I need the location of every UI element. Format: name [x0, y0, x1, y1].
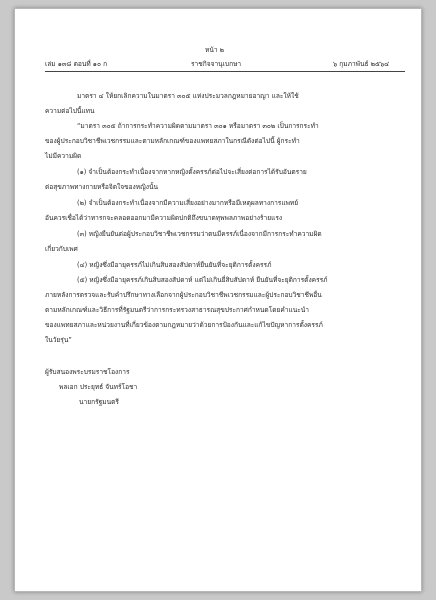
- page-number: หน้า ๒: [205, 46, 224, 54]
- document-page: [14, 8, 422, 592]
- body-line: ของผู้ประกอบวิชาชีพเวชกรรมและตามหลักเกณฑ์ของแพทยสภาในกรณีดังต่อไปนี้ ผู้กระทำ: [45, 137, 300, 145]
- signatory-position: นายกรัฐมนตรี: [79, 398, 119, 406]
- body-line: อันควรเชื่อได้ว่าทารกจะคลอดออกมามีความผิดปกติถึงขนาดทุพพลภาพอย่างร้ายแรง: [45, 214, 283, 222]
- body-line: (๒) จำเป็นต้องกระทำเนื่องจากมีความเสี่ยงอย่างมากหรือมีเหตุผลทางการแพทย์: [77, 199, 299, 207]
- header-divider: [45, 71, 405, 72]
- body-line: ความต่อไปนี้แทน: [45, 107, 95, 115]
- body-line: มาตรา ๔ ให้ยกเลิกความในมาตรา ๓๐๕ แห่งประมวลกฎหมายอาญา และให้ใช้: [77, 92, 299, 100]
- countersign-title: ผู้รับสนองพระบรมราชโองการ: [45, 368, 130, 376]
- body-line: “มาตรา ๓๐๕ ถ้าการกระทำความผิดตามมาตรา ๓๐๑ หรือมาตรา ๓๐๒ เป็นการกระทำ: [77, 122, 319, 130]
- signatory-name: พลเอก ประยุทธ์ จันทร์โอชา: [59, 383, 138, 391]
- volume-issue: เล่ม ๑๓๘ ตอนที่ ๑๐ ก: [45, 60, 108, 68]
- gazette-name: ราชกิจจานุเบกษา: [191, 60, 242, 68]
- body-line: ต่อสุขภาพทางกายหรือจิตใจของหญิงนั้น: [45, 183, 158, 191]
- body-line: ตามหลักเกณฑ์และวิธีการที่รัฐมนตรีว่าการกระทรวงสาธารณสุขประกาศกำหนดโดยคำแนะนำ: [45, 306, 310, 314]
- body-line: เกี่ยวกับเพศ: [45, 245, 78, 253]
- body-line: ของแพทยสภาและหน่วยงานที่เกี่ยวข้องตามกฎหมายว่าด้วยการป้องกันและแก้ไขปัญหาการตั้งครรภ์: [45, 321, 323, 329]
- body-line: (๓) หญิงยืนยันต่อผู้ประกอบวิชาชีพเวชกรรมว่าตนมีครรภ์เนื่องจากมีการกระทำความผิด: [77, 230, 322, 238]
- body-line: ไม่มีความผิด: [45, 152, 82, 160]
- body-line: (๔) หญิงซึ่งมีอายุครรภ์ไม่เกินสิบสองสัปดาห์ยืนยันที่จะยุติการตั้งครรภ์: [77, 261, 272, 269]
- body-line: (๑) จำเป็นต้องกระทำเนื่องจากหากหญิงตั้งครรภ์ต่อไปจะเสี่ยงต่อการได้รับอันตราย: [77, 168, 307, 176]
- gazette-date: ๖ กุมภาพันธ์ ๒๕๖๔: [333, 60, 390, 68]
- body-line: ในวัยรุ่น”: [45, 336, 72, 344]
- body-line: (๕) หญิงซึ่งมีอายุครรภ์เกินสิบสองสัปดาห์ แต่ไม่เกินยี่สิบสัปดาห์ ยืนยันที่จะยุติการตั้งครรภ์: [77, 276, 328, 284]
- body-line: ภายหลังการตรวจและรับคำปรึกษาทางเลือกจากผู้ประกอบวิชาชีพเวชกรรมและผู้ประกอบวิชาชีพอื่น: [45, 291, 322, 299]
